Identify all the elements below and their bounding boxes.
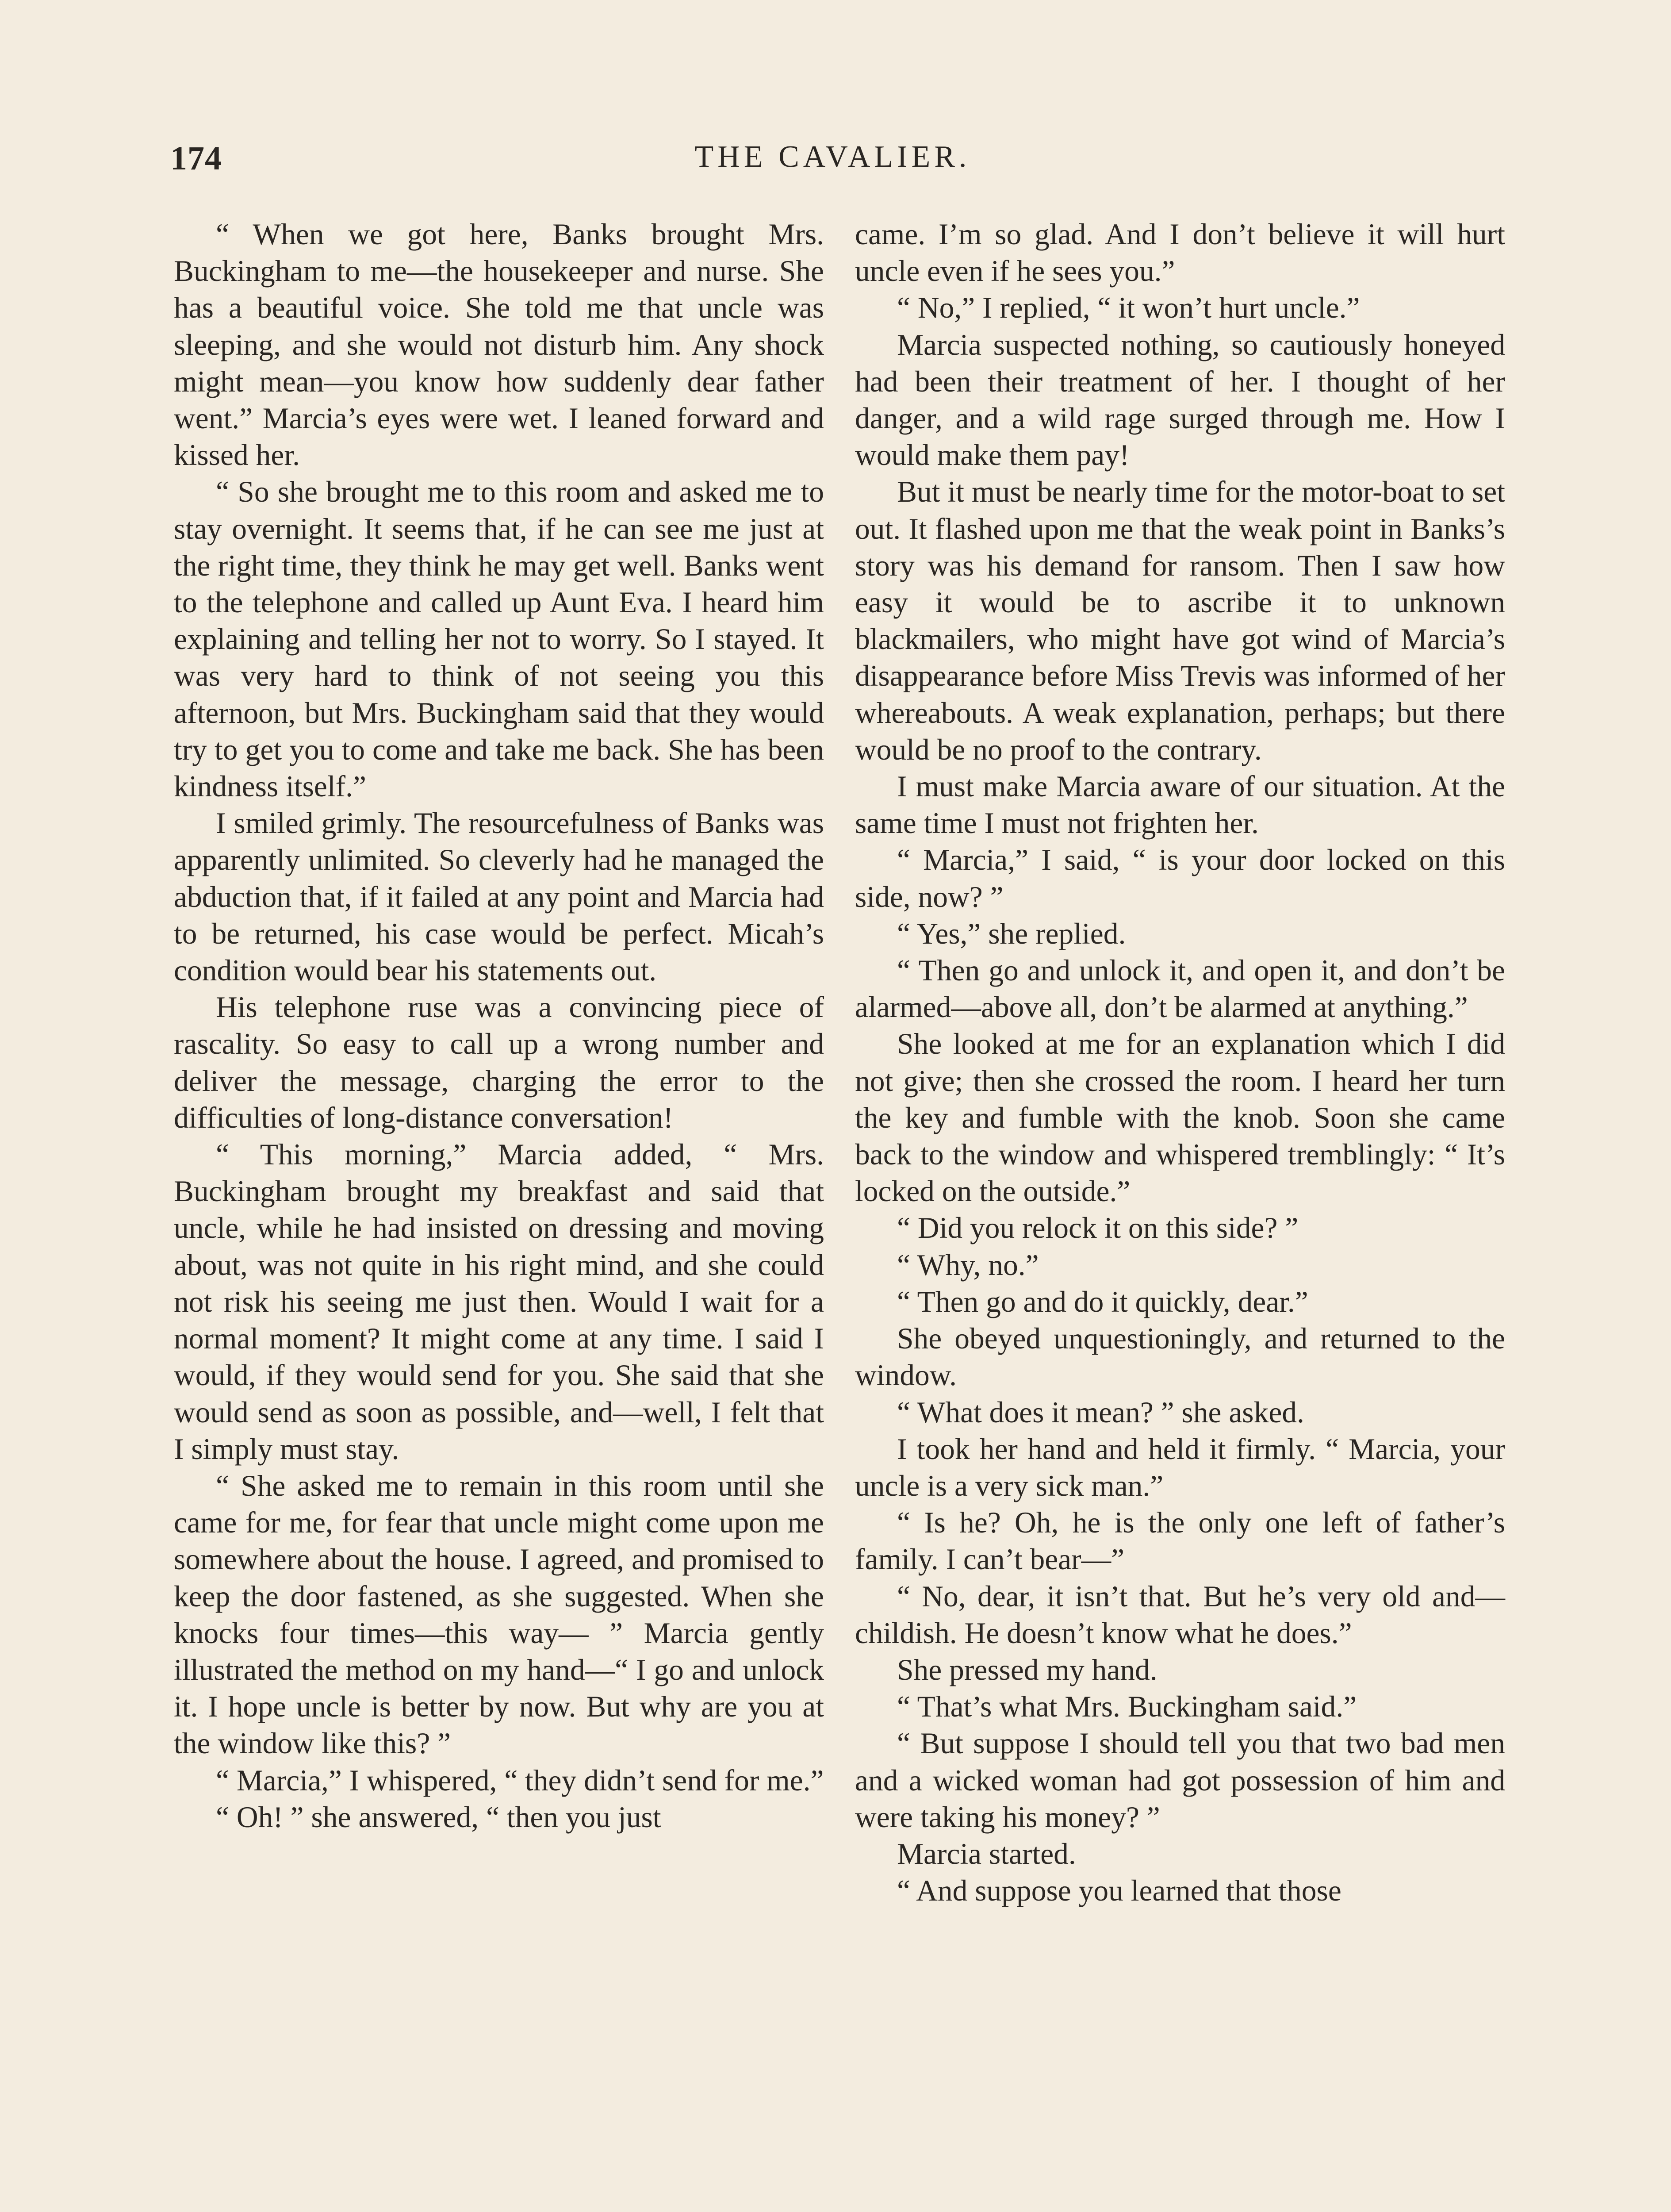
paragraph: “ She asked me to remain in this room until she came for me, for fear that uncle might come upon me somewhere about the house. I agreed, and promised to keep the door fastened, as she suggested. When she knocks four times—this way— ” Marcia gently illustrated the method on my hand—“ I go and unlock it. I hope uncle is better by now. But why are you at the window like this? ”: [174, 1469, 824, 1760]
paragraph: “ Then go and do it quickly, dear.”: [897, 1285, 1308, 1318]
paragraph: “ This morning,” Marcia added, “ Mrs. Buckingham brought my breakfast and said that uncle, while he had insisted on dressing and moving about, was not quite in his right mind, and she could not risk his seeing me just then. Would I wait for a normal moment? It might come at any time. I said I would, if they would send for you. She said that she would send as soon as possible, and—well, I felt that I simply must stay.: [174, 1138, 824, 1466]
paragraph: She obeyed unquestioningly, and returned to the window.: [855, 1322, 1505, 1392]
paragraph: “ So she brought me to this room and asked me to stay overnight. It seems that, if he can see me just at the right time, they think he may get well. Banks went to the telephone and called up Aunt Eva. I heard him explaining and telling her not to worry. So I stayed. It was very hard to think of not seeing you this afternoon, but Mrs. Buckingham said that they would try to get you to come and take me back. She has been kindness itself.”: [174, 475, 824, 803]
paragraph: “ Why, no.”: [897, 1248, 1039, 1282]
paragraph: I took her hand and held it firmly. “ Marcia, your uncle is a very sick man.”: [855, 1432, 1505, 1502]
paragraph: “ Did you relock it on this side? ”: [897, 1211, 1299, 1245]
paragraph: She pressed my hand.: [897, 1653, 1157, 1686]
paragraph: “ Is he? Oh, he is the only one left of father’s family. I can’t bear—”: [855, 1506, 1505, 1576]
paragraph: “ No,” I replied, “ it won’t hurt uncle.”: [897, 291, 1360, 325]
paragraph: came. I’m so glad. And I don’t believe it will hurt uncle even if he sees you.”: [855, 218, 1505, 288]
paragraph: “ Yes,” she replied.: [897, 917, 1126, 950]
paragraph: His telephone ruse was a convincing piece of rascality. So easy to call up a wrong number and deliver the message, charging the error to the difficulties of long-distance conversation!: [174, 991, 824, 1134]
paragraph: Marcia started.: [897, 1837, 1076, 1870]
paragraph: “ Then go and unlock it, and open it, and don’t be alarmed—above all, don’t be alarmed at anything.”: [855, 954, 1505, 1024]
text-column-left: [174, 216, 824, 1836]
paragraph: “ When we got here, Banks brought Mrs. Buckingham to me—the housekeeper and nurse. She has a beautiful voice. She told me that uncle was sleeping, and she would not disturb him. Any shock might mean—you know how suddenly dear father went.” Marcia’s eyes were wet. I leaned forward and kissed her.: [174, 218, 824, 472]
paragraph: But it must be nearly time for the motor-boat to set out. It flashed upon me that the weak point in Banks’s story was his demand for ransom. Then I saw how easy it would be to ascribe it to unknown blackmailers, who might have got wind of Marcia’s disappearance before Miss Trevis was informed of her whereabouts. A weak explanation, perhaps; but there would be no proof to the contrary.: [855, 475, 1505, 766]
paragraph: “ That’s what Mrs. Buckingham said.”: [897, 1690, 1357, 1724]
text-column-right: [855, 216, 1505, 1909]
paragraph: She looked at me for an explanation which I did not give; then she crossed the room. I heard her turn the key and fumble with the knob. Soon she came back to the window and whispered tremblingly: “ It’s locked on the outside.”: [855, 1027, 1505, 1208]
page-header: [170, 139, 1495, 188]
page-number: 174: [170, 140, 222, 177]
paragraph: I smiled grimly. The resourcefulness of Banks was apparently unlimited. So cleverly had he managed the abduction that, if it failed at any point and Marcia had to be returned, his case would be perfect. Micah’s condition would bear his statements out.: [174, 806, 824, 987]
paragraph: “ Marcia,” I said, “ is your door locked on this side, now? ”: [855, 843, 1505, 914]
paragraph: “ But suppose I should tell you that two bad men and a wicked woman had got possession of him and were taking his money? ”: [855, 1727, 1505, 1834]
paragraph: “ Marcia,” I whispered, “ they didn’t send for me.”: [216, 1763, 824, 1797]
paragraph: “ And suppose you learned that those: [897, 1874, 1341, 1908]
paragraph: “ No, dear, it isn’t that. But he’s very old and—childish. He doesn’t know what he does.”: [855, 1579, 1505, 1650]
paragraph: I must make Marcia aware of our situation. At the same time I must not frighten her.: [855, 770, 1505, 840]
paragraph: “ Oh! ” she answered, “ then you just: [216, 1800, 661, 1834]
running-head: THE CAVALIER.: [694, 140, 971, 174]
paragraph: Marcia suspected nothing, so cautiously honeyed had been their treatment of her. I thought of her danger, and a wild rage surged through me. How I would make them pay!: [855, 328, 1505, 472]
paragraph: “ What does it mean? ” she asked.: [897, 1395, 1304, 1429]
